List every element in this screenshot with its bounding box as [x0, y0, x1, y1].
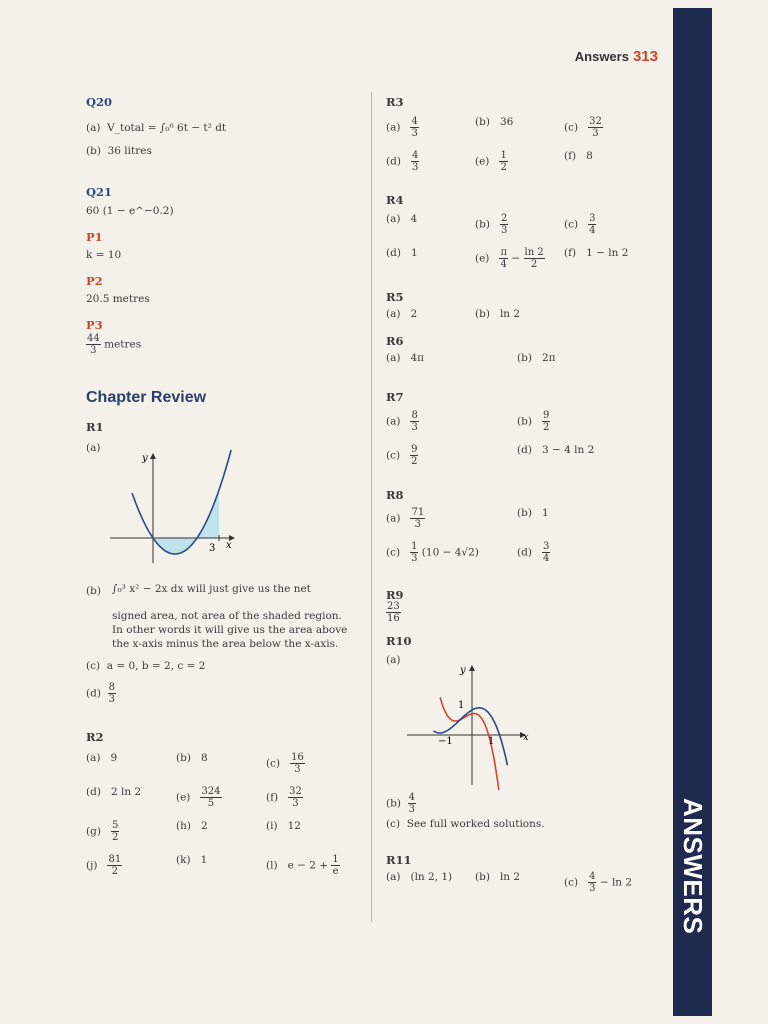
- r2-item-8: (i) 12: [266, 820, 301, 832]
- r1-d: (d) $\frac{8}{3}$: [86, 682, 115, 705]
- r7-item-0: (a) $\frac{8}{3}$: [386, 410, 418, 433]
- r9-answer: $\frac{23}{16}$: [387, 601, 400, 624]
- r10-tick-right: 1: [488, 736, 495, 747]
- r8-item-3: (d) $\frac{3}{4}$: [517, 541, 550, 564]
- chapter-review-title: Chapter Review: [86, 389, 207, 406]
- r9-heading: R9: [386, 588, 404, 602]
- r11-item-0: (a) (ln 2, 1): [386, 871, 453, 883]
- r1-heading: R1: [86, 420, 104, 434]
- r4-item-2: (c) $\frac{3}{4}$: [564, 213, 596, 236]
- r7-item-2: (c) $\frac{9}{2}$: [386, 444, 418, 467]
- r4-item-5: (f) 1 − ln 2: [564, 247, 629, 259]
- r1-y-label: y: [142, 453, 148, 464]
- r3-item-5: (f) 8: [564, 150, 593, 162]
- r5-item-0: (a) 2: [386, 308, 418, 320]
- r2-item-0: (a) 9: [86, 752, 118, 764]
- r2-item-5: (f) $\frac{32}{3}$: [266, 786, 302, 809]
- q20-heading: Q20: [86, 95, 113, 109]
- r2-item-9: (j) $\frac{81}{2}$: [86, 854, 122, 877]
- r2-item-1: (b) 8: [176, 752, 208, 764]
- r6-heading: R6: [386, 334, 404, 348]
- r10-tick-top: 1: [458, 700, 465, 711]
- r1-tick-3: 3: [209, 543, 216, 554]
- q20-a-text: V_total = ∫₀⁶ 6t − t² dt: [107, 122, 227, 134]
- r6-item-1: (b) 2π: [517, 352, 556, 364]
- r1-x-label: x: [226, 540, 232, 551]
- p3-heading: P3: [86, 318, 103, 332]
- r3-item-1: (b) 36: [475, 116, 514, 128]
- r10-y-label: y: [460, 665, 466, 676]
- q20-a: (a) V_total = ∫₀⁶ 6t − t² dt: [86, 122, 227, 134]
- r5-item-1: (b) ln 2: [475, 308, 521, 320]
- r2-heading: R2: [86, 730, 104, 744]
- q20-b: (b) 36 litres: [86, 145, 152, 157]
- p2-text: 20.5 metres: [86, 293, 150, 305]
- r8-item-0: (a) $\frac{71}{3}$: [386, 507, 425, 530]
- r8-item-2: (c) $\frac{1}{3}$ (10 − 4√2): [386, 541, 479, 564]
- r10-graph: [405, 660, 535, 790]
- r7-heading: R7: [386, 390, 404, 404]
- r10-a-label: (a): [386, 654, 401, 666]
- r11-item-1: (b) ln 2: [475, 871, 521, 883]
- r4-item-4: (e) $\frac{\pi}{4}$ − $\frac{\ln 2}{2}$: [475, 247, 544, 270]
- p1-text: k = 10: [86, 249, 122, 261]
- section-tab: Answers: [574, 49, 629, 64]
- r10-b: (b) $\frac{4}{3}$: [386, 792, 415, 815]
- r7-item-3: (d) 3 − 4 ln 2: [517, 444, 595, 456]
- running-head: [575, 48, 658, 65]
- r2-item-11: (l) e − 2 + $\frac{1}{e}$: [266, 854, 339, 877]
- r2-item-6: (g) $\frac{5}{2}$: [86, 820, 119, 843]
- p1-heading: P1: [86, 230, 103, 244]
- r2-item-2: (c) $\frac{16}{3}$: [266, 752, 304, 775]
- r1-b-formula: ∫₀³ x² − 2x dx will just give us the net: [112, 583, 311, 595]
- r1-b-line4: the x-axis minus the area below the x-axis.: [112, 638, 339, 650]
- r3-heading: R3: [386, 95, 404, 109]
- r4-item-1: (b) $\frac{2}{3}$: [475, 213, 508, 236]
- r11-heading: R11: [386, 853, 412, 867]
- r1-b-label: (b): [86, 585, 101, 597]
- r10-heading: R10: [386, 634, 412, 648]
- side-label: ANSWERS: [678, 797, 708, 935]
- r3-item-0: (a) $\frac{4}{3}$: [386, 116, 418, 139]
- r1-y-arrow: [150, 453, 156, 459]
- r2-item-7: (h) 2: [176, 820, 208, 832]
- r1-a-label: (a): [86, 442, 101, 454]
- r3-item-4: (e) $\frac{1}{2}$: [475, 150, 507, 173]
- r7-item-1: (b) $\frac{9}{2}$: [517, 410, 550, 433]
- r4-item-3: (d) 1: [386, 247, 418, 259]
- r4-heading: R4: [386, 193, 404, 207]
- r1-c: (c) a = 0, b = 2, c = 2: [86, 660, 206, 672]
- r10-tick-left: −1: [438, 736, 453, 747]
- r10-y-arrow: [469, 665, 475, 671]
- r1-graph: [105, 448, 240, 568]
- r1-b-line3: In other words it will give us the area above: [112, 624, 348, 636]
- r3-item-2: (c) $\frac{32}{3}$: [564, 116, 602, 139]
- r8-item-1: (b) 1: [517, 507, 549, 519]
- r10-c: (c) See full worked solutions.: [386, 818, 545, 830]
- page-number: 313: [632, 48, 658, 65]
- r3-item-3: (d) $\frac{4}{3}$: [386, 150, 419, 173]
- r8-heading: R8: [386, 488, 404, 502]
- r10-x-label: x: [523, 732, 529, 743]
- p3-answer: $\frac{44}{3}$ metres: [87, 333, 142, 356]
- r1-b-line2: signed area, not area of the shaded region.: [112, 610, 342, 622]
- column-divider: [371, 92, 372, 922]
- p2-heading: P2: [86, 274, 103, 288]
- r2-item-3: (d) 2 ln 2: [86, 786, 142, 798]
- r2-item-4: (e) $\frac{324}{5}$: [176, 786, 221, 809]
- r2-item-10: (k) 1: [176, 854, 208, 866]
- r5-heading: R5: [386, 290, 404, 304]
- r6-item-0: (a) 4π: [386, 352, 425, 364]
- r11-item-2: (c) $\frac{4}{3}$ − ln 2: [564, 871, 633, 894]
- q21-text: 60 (1 − e^−0.2): [86, 205, 174, 217]
- r4-item-0: (a) 4: [386, 213, 418, 225]
- q21-heading: Q21: [86, 185, 113, 199]
